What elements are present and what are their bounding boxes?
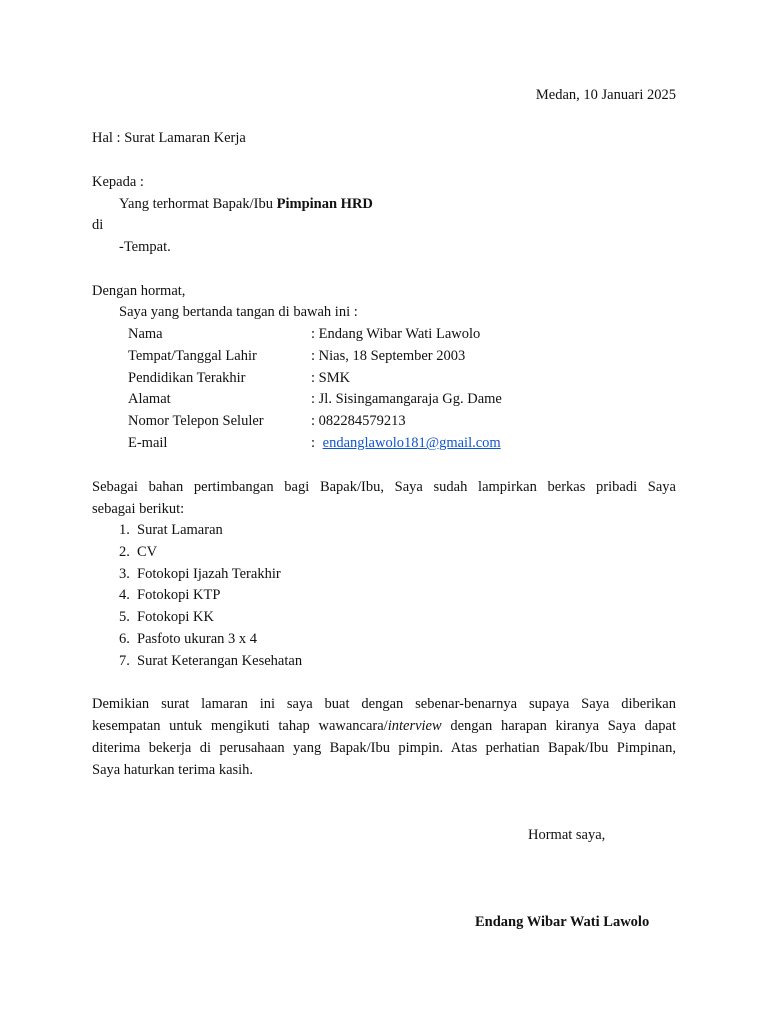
list-number: 1. <box>119 522 130 538</box>
closing-line-2-end: dengan harapan kiranya Saya dapat <box>441 718 676 734</box>
detail-label: Alamat <box>128 391 171 407</box>
subject-line: Hal : Surat Lamaran Kerja <box>92 130 246 146</box>
detail-value: : SMK <box>311 370 351 386</box>
list-number: 7. <box>119 653 130 669</box>
email-colon: : <box>311 435 316 451</box>
list-number: 2. <box>119 544 130 560</box>
list-text: Surat Lamaran <box>137 522 223 538</box>
list-number: 3. <box>119 566 130 582</box>
closing-line-2-start: kesempatan untuk mengikuti tahap wawancara/ <box>92 718 388 734</box>
closing-line-1: Demikian surat lamaran ini saya buat dengan sebenar-benarnya supaya Saya diberikan <box>92 696 676 712</box>
attachments-intro-line-1: Sebagai bahan pertimbangan bagi Bapak/Ibu, Saya sudah lampirkan berkas pribadi Saya <box>92 479 676 495</box>
detail-value: : Endang Wibar Wati Lawolo <box>311 326 481 342</box>
signoff: Hormat saya, <box>528 827 606 843</box>
detail-value: : 082284579213 <box>311 413 406 429</box>
detail-label: Tempat/Tanggal Lahir <box>128 348 257 364</box>
list-text: Fotokopi Ijazah Terakhir <box>137 566 281 582</box>
intro-line: Saya yang bertanda tangan di bawah ini : <box>119 304 358 320</box>
email-link[interactable]: endanglawolo181@gmail.com <box>322 435 501 451</box>
detail-label: Nama <box>128 326 163 342</box>
detail-label: E-mail <box>128 435 168 451</box>
list-text: Pasfoto ukuran 3 x 4 <box>137 631 258 647</box>
tempat-label: -Tempat. <box>119 239 171 255</box>
list-text: Surat Keterangan Kesehatan <box>137 653 303 669</box>
attachments-intro-line-2: sebagai berikut: <box>92 501 185 517</box>
closing-line-4: Saya haturkan terima kasih. <box>92 762 254 778</box>
closing-italic-word: interview <box>387 718 442 734</box>
list-item <box>119 586 220 604</box>
detail-label: Nomor Telepon Seluler <box>128 413 264 429</box>
detail-value: : Jl. Sisingamangaraja Gg. Dame <box>311 391 502 407</box>
greeting: Dengan hormat, <box>92 283 186 299</box>
list-item <box>119 652 302 670</box>
email-row <box>311 434 501 452</box>
list-number: 6. <box>119 631 130 647</box>
list-number: 4. <box>119 587 130 603</box>
signature-name: Endang Wibar Wati Lawolo <box>475 914 650 930</box>
list-item <box>119 521 223 539</box>
detail-value: : Nias, 18 September 2003 <box>311 348 466 364</box>
recipient-position: Pimpinan HRD <box>276 196 373 212</box>
date-line: Medan, 10 Januari 2025 <box>535 87 676 103</box>
closing-line-3: diterima bekerja di perusahaan yang Bapak/Ibu pimpin. Atas perhatian Bapak/Ibu Pimpinan, <box>92 740 676 756</box>
list-text: Fotokopi KK <box>137 609 214 625</box>
list-item <box>119 543 157 561</box>
closing-line-2 <box>92 717 676 735</box>
list-text: CV <box>137 544 158 560</box>
recipient-salutation: Yang terhormat Bapak/Ibu <box>119 196 273 212</box>
list-item <box>119 565 281 583</box>
list-text: Fotokopi KTP <box>137 587 221 603</box>
list-number: 5. <box>119 609 130 625</box>
di-label: di <box>92 217 104 233</box>
recipient-line <box>119 195 373 213</box>
list-item <box>119 608 214 626</box>
detail-label: Pendidikan Terakhir <box>128 370 246 386</box>
kepada-label: Kepada : <box>92 174 144 190</box>
list-item <box>119 630 257 648</box>
